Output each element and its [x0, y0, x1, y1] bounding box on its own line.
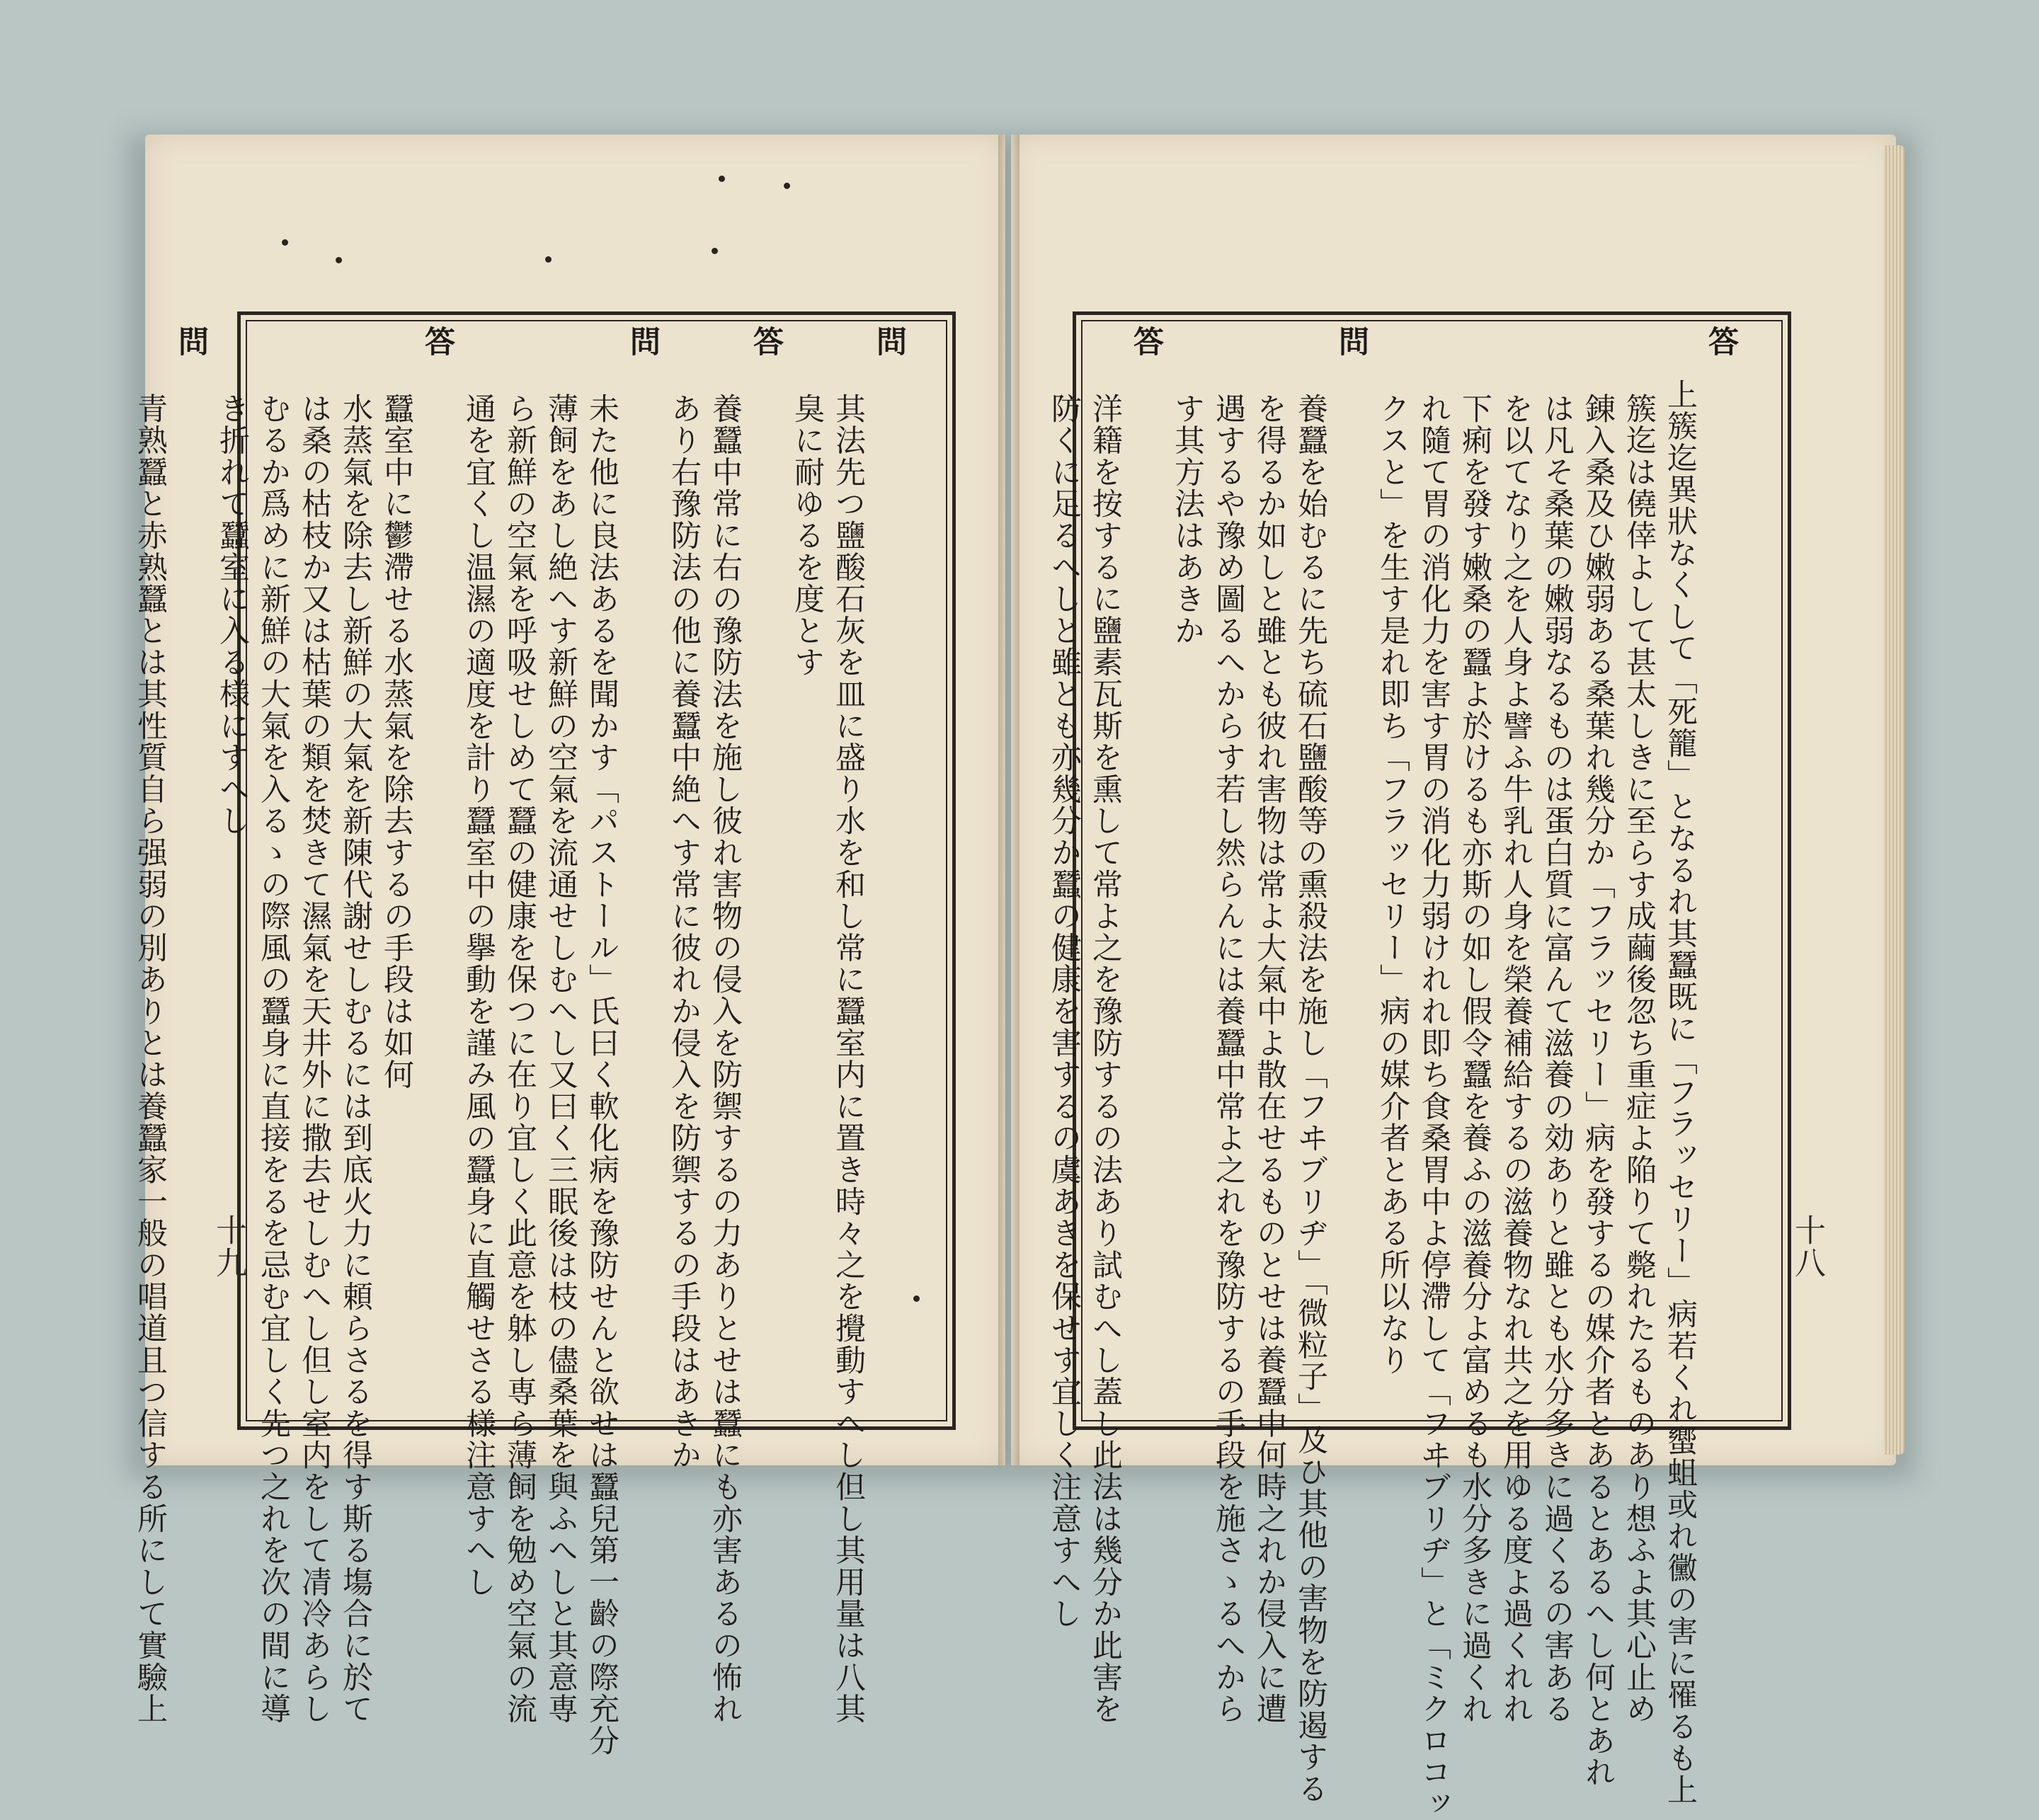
- text-column: 洋籍を按するに鹽素瓦斯を熏して常よ之を豫防するの法あり試むへし蓋し此法は幾分か此害を: [1087, 393, 1123, 1725]
- paper-speck: [545, 256, 552, 263]
- qa-marker: 問: [1334, 326, 1369, 357]
- text-column: き折れて蠶室に入る様にすへし: [215, 393, 250, 837]
- paper-speck: [282, 239, 288, 246]
- text-column: 上簇迄異狀なくして「死籠」となるれ其蠶既に「フラッセリー」病若くれ蠁蛆或れ黴の害に罹るも上: [1662, 379, 1698, 1806]
- qa-marker: 問: [173, 326, 209, 357]
- left-page-number: 十九: [210, 1214, 246, 1279]
- text-column: 薄飼をあし絶へす新鮮の空氣を流通せしむへし又曰く三眠後は枝の儘桑葉を與ふへしと其意専: [543, 393, 578, 1725]
- text-column: 水蒸氣を除去し新鮮の大氣を新陳代謝せしむるには到底火力に頼らさるを得す斯る塲合に於て: [338, 393, 373, 1725]
- right-page-text: [1046, 326, 1742, 1820]
- qa-marker: 問: [625, 326, 661, 357]
- paper-speck: [336, 257, 342, 263]
- text-column: 下痢を發す嫩桑の蠶よ於けるも亦斯の如し假令蠶を養ふの滋養分よ富めるも水分多きに過くれ: [1457, 393, 1492, 1725]
- text-column: を得るか如しと雖とも彼れ害物は常よ大氣中よ散在せるものとせは養蠶中何時之れか侵入に遭: [1252, 393, 1287, 1725]
- qa-marker: 答: [748, 326, 784, 357]
- paper-speck: [913, 1295, 920, 1302]
- paper-speck: [712, 248, 718, 254]
- right-page-number: 十八: [1789, 1214, 1825, 1279]
- qa-marker: 問: [872, 326, 907, 357]
- text-column: 蠶室中に鬱滯せる水蒸氣を除去するの手段は如何: [379, 393, 414, 1091]
- text-column: れ隨て胃の消化力を害す胃の消化力弱けれれ即ち食桑胃中よ停滯して「フヰブリヂ」と「ミクロコッ: [1416, 393, 1451, 1820]
- text-column: 通を宜くし温濕の適度を計り蠶室中の擧動を謹み風の蠶身に直觸せさる様注意すへし: [461, 393, 496, 1598]
- text-column: あり右豫防法の他に養蠶中絶へす常に彼れか侵入を防禦するの手段はあきか: [666, 393, 702, 1472]
- text-column: 未た他に良法あるを聞かす「パストール」氏曰く軟化病を豫防せんと欲せは蠶兒第一齡の際充分: [584, 393, 619, 1757]
- text-column: は凡そ桑葉の嫩弱なるものは蛋白質に富んて滋養の効ありと雖とも水分多きに過くるの害ある: [1539, 393, 1575, 1725]
- text-column: 青熟蠶と赤熟蠶とは其性質自ら强弱の別ありとは養蠶家一般の唱道且つ信する所にして實驗上: [132, 393, 168, 1725]
- text-column: 養蠶中常に右の豫防法を施し彼れ害物の侵入を防禦するの力ありとせは蠶にも亦害あるの怖れ: [707, 393, 743, 1725]
- text-column: 簇迄は僥倖よして甚太しきに至らす成繭後忽ち重症よ陥りて斃れたるものあり想ふよ其心止め: [1621, 393, 1657, 1725]
- text-column: ら新鮮の空氣を呼吸せしめて蠶の健康を保つに在り宜しく此意を躰し専ら薄飼を勉め空氣の流: [502, 393, 537, 1725]
- text-column: クスと」を生す是れ即ち「フラッセリー」病の媒介者とある所以なり: [1375, 393, 1410, 1376]
- text-column: むるか爲めに新鮮の大氣を入るゝの際風の蠶身に直接をるを忌む宜しく先つ之れを次の間に導: [256, 393, 291, 1725]
- text-column: は桑の枯枝か又は枯葉の類を焚きて濕氣を天井外に撒去せしむへし但し室内をして凊冷あらし: [297, 393, 332, 1725]
- qa-marker: 答: [1703, 326, 1739, 357]
- qa-marker: 答: [420, 326, 455, 357]
- text-column: す其方法はあきか: [1170, 393, 1205, 647]
- text-column: 遇するや豫め圖るへからす若し然らんには養蠶中常よ之れを豫防するの手段を施さゝるへから: [1211, 393, 1246, 1725]
- text-column: を以てなり之を人身よ譬ふ牛乳れ人身を榮養補給するの滋養物なれ共之を用ゆる度よ過くれれ: [1498, 393, 1533, 1725]
- text-column: 其法先つ鹽酸石灰を皿に盛り水を和し常に蠶室内に置き時々之を攪動すへし但し其用量は八其: [830, 393, 866, 1725]
- book-gutter: [998, 135, 1020, 1465]
- text-column: 防くに足るへしと雖とも亦幾分か蠶の健康を害するの虞あきを保せす宜しく注意すへし: [1046, 393, 1082, 1630]
- paper-speck: [784, 183, 790, 189]
- text-column: 養蠶を始むるに先ち硫石鹽酸等の熏殺法を施し「フヰブリヂ」「微粒子」及ひ其他の害物を防遏する: [1293, 393, 1328, 1805]
- text-column: 臭に耐ゆるを度とす: [789, 393, 825, 679]
- page-edges: [1883, 145, 1904, 1455]
- qa-marker: 答: [1129, 326, 1164, 357]
- paper-speck: [719, 176, 725, 182]
- text-column: 錬入桑及ひ嫩弱ある桑葉れ幾分か「フラッセリー」病を發するの媒介者とあるとあるへし何とあれ: [1580, 393, 1616, 1789]
